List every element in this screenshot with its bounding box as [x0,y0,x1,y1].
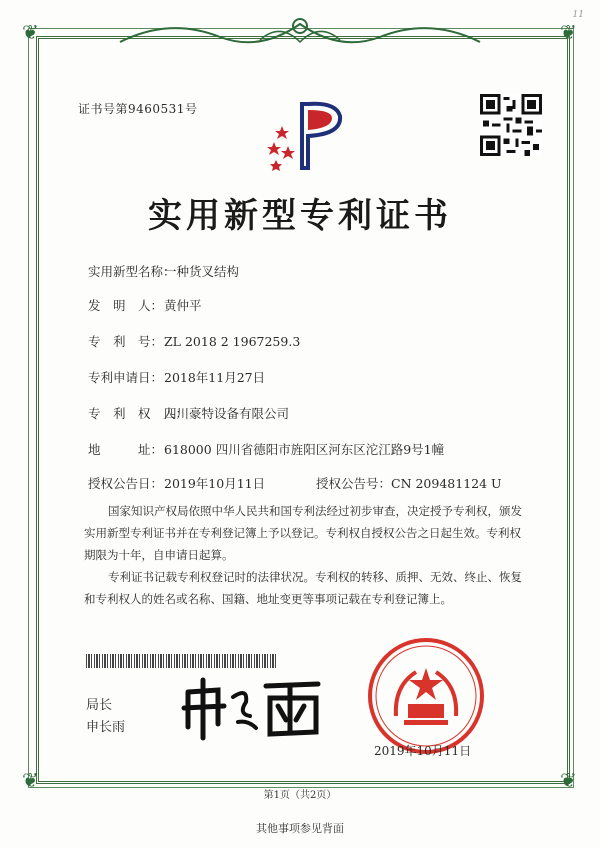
director-title: 局长 [86,698,113,713]
cnipa-logo-icon [262,96,352,176]
field-inventor: 发 明 人：黄仲平 [88,298,202,313]
corner-mark: 11 [572,10,584,20]
corner-ornament-tl: ❦ [22,20,39,44]
field-address: 地 址：618000 四川省德阳市旌阳区河东区沱江路9号1幢 [88,442,445,457]
official-seal [366,636,486,756]
barcode [86,654,276,668]
corner-ornament-br: ❦ [560,768,577,792]
field-grant-date: 授权公告日：2019年10月11日 [88,476,266,491]
footer-note: 其他事项参见背面 [256,822,344,835]
director-signature [178,672,328,742]
paragraph-legal-status: 专利证书记载专利权登记时的法律状况。专利权的转移、质押、无效、终止、恢复和专利权人的姓名或名称、国籍、地址变更等事项记载在专利登记簿上。 [84,570,522,606]
top-ornament [110,12,490,52]
corner-ornament-bl: ❦ [22,768,39,792]
seal-date: 2019年10月11日 [374,744,472,758]
field-publication-number: 授权公告号：CN 209481124 U [316,476,502,491]
field-utility-name: 实用新型名称：一种货叉结构 [88,264,240,279]
certificate-title: 实用新型专利证书 [148,196,452,236]
director-name: 申长雨 [86,720,126,735]
page-number: 第1页（共2页） [263,790,337,801]
field-patent-number: 专 利 号：ZL 2018 2 1967259.3 [88,334,301,349]
qr-code-icon [480,94,542,156]
field-patentee: 专 利 权 人：四川豪特设备有限公司 [88,406,290,421]
certificate-number: 证书号第9460531号 [78,102,198,116]
field-application-date: 专利申请日：2018年11月27日 [88,370,266,385]
paragraph-grant: 国家知识产权局依照中华人民共和国专利法经过初步审查，决定授予专利权，颁发实用新型专利证书并在专利登记簿上予以登记。专利权自授权公告之日起生效。专利权期限为十年，自申请日起算。 [84,504,522,562]
corner-ornament-tr: ❦ [560,20,577,44]
